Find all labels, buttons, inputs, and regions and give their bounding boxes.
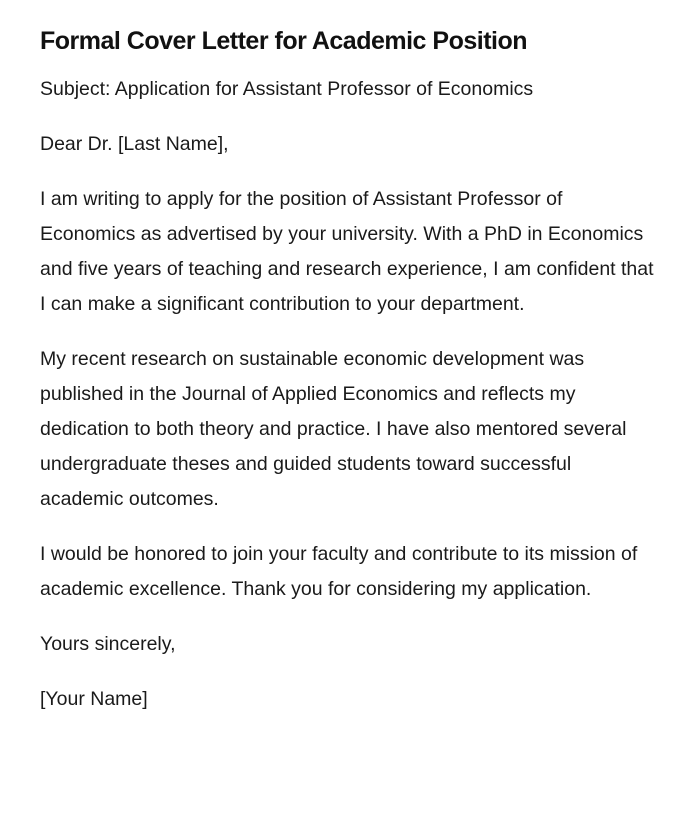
- letter-signature: [Your Name]: [40, 688, 148, 710]
- letter-salutation: Dear Dr. [Last Name],: [40, 133, 229, 155]
- letter-paragraph-2: My recent research on sustainable economic development was published in the Journal of Applied Economics and reflects my dedication to both theory and practice. I have also mentored several undergraduate theses and guided students toward successful academic outcomes.: [40, 348, 627, 510]
- letter-paragraph-3: I would be honored to join your faculty and contribute to its mission of academic excellence. Thank you for considering my application.: [40, 543, 638, 600]
- letter-closing: Yours sincerely,: [40, 633, 176, 655]
- letter-paragraph-1: I am writing to apply for the position of Assistant Professor of Economics as advertised by your university. With a PhD in Economics and five years of teaching and research experience, I am confident that I can make a significant contribution to your department.: [40, 188, 654, 315]
- letter-subject: Subject: Application for Assistant Professor of Economics: [40, 78, 534, 100]
- letter-title: Formal Cover Letter for Academic Position: [40, 27, 528, 55]
